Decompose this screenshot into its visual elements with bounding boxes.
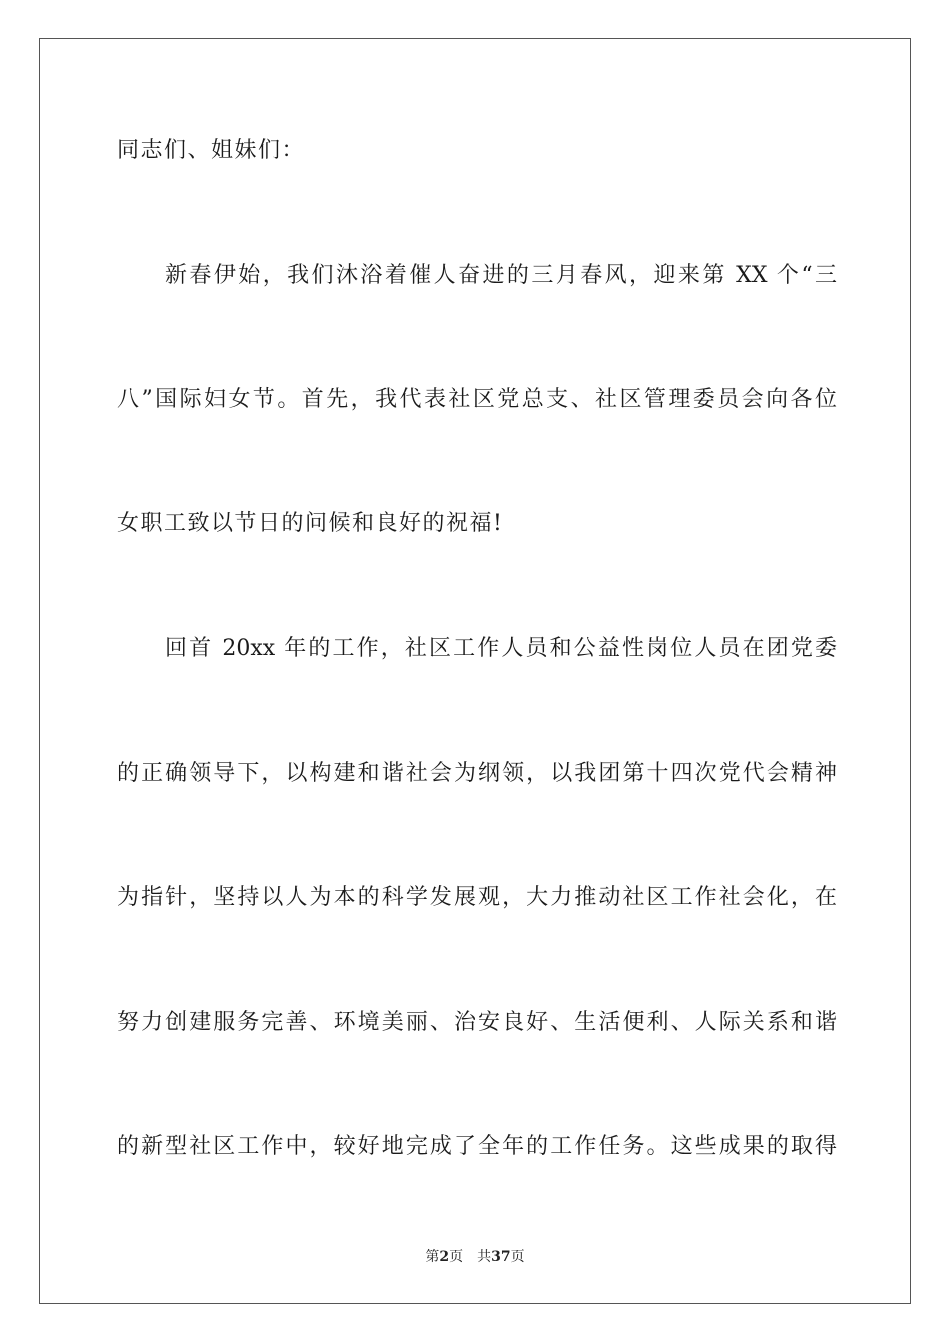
paragraph-1-line-1: 新春伊始，我们沐浴着催人奋进的三月春风，迎来第 XX 个“三 (165, 263, 837, 288)
footer-page-prefix: 第 (425, 1249, 440, 1265)
paragraph-2-line-5: 的新型社区工作中，较好地完成了全年的工作任务。这些成果的取得 (117, 1134, 837, 1159)
page-footer (0, 1248, 950, 1266)
paragraph-1-line-3: 女职工致以节日的问候和良好的祝福! (117, 511, 504, 536)
page-border (39, 38, 911, 1304)
paragraph-2-line-1: 回首 20xx 年的工作，社区工作人员和公益性岗位人员在团党委 (165, 636, 837, 661)
footer-page-suffix: 页 (449, 1249, 464, 1265)
paragraph-2-line-4: 努力创建服务完善、环境美丽、治安良好、生活便利、人际关系和谐 (117, 1010, 837, 1035)
footer-total-pages: 37 (491, 1249, 511, 1265)
paragraph-2-line-3: 为指针，坚持以人为本的科学发展观，大力推动社区工作社会化，在 (117, 885, 837, 910)
paragraph-1-line-2: 八”国际妇女节。首先，我代表社区党总支、社区管理委员会向各位 (117, 387, 837, 412)
footer-total-prefix: 共 (477, 1249, 492, 1265)
salutation-line: 同志们、姐妹们： (117, 138, 306, 163)
paragraph-2-line-2: 的正确领导下，以构建和谐社会为纲领，以我团第十四次党代会精神 (117, 761, 837, 786)
footer-total-suffix: 页 (510, 1249, 525, 1265)
footer-page-number: 2 (439, 1249, 450, 1265)
